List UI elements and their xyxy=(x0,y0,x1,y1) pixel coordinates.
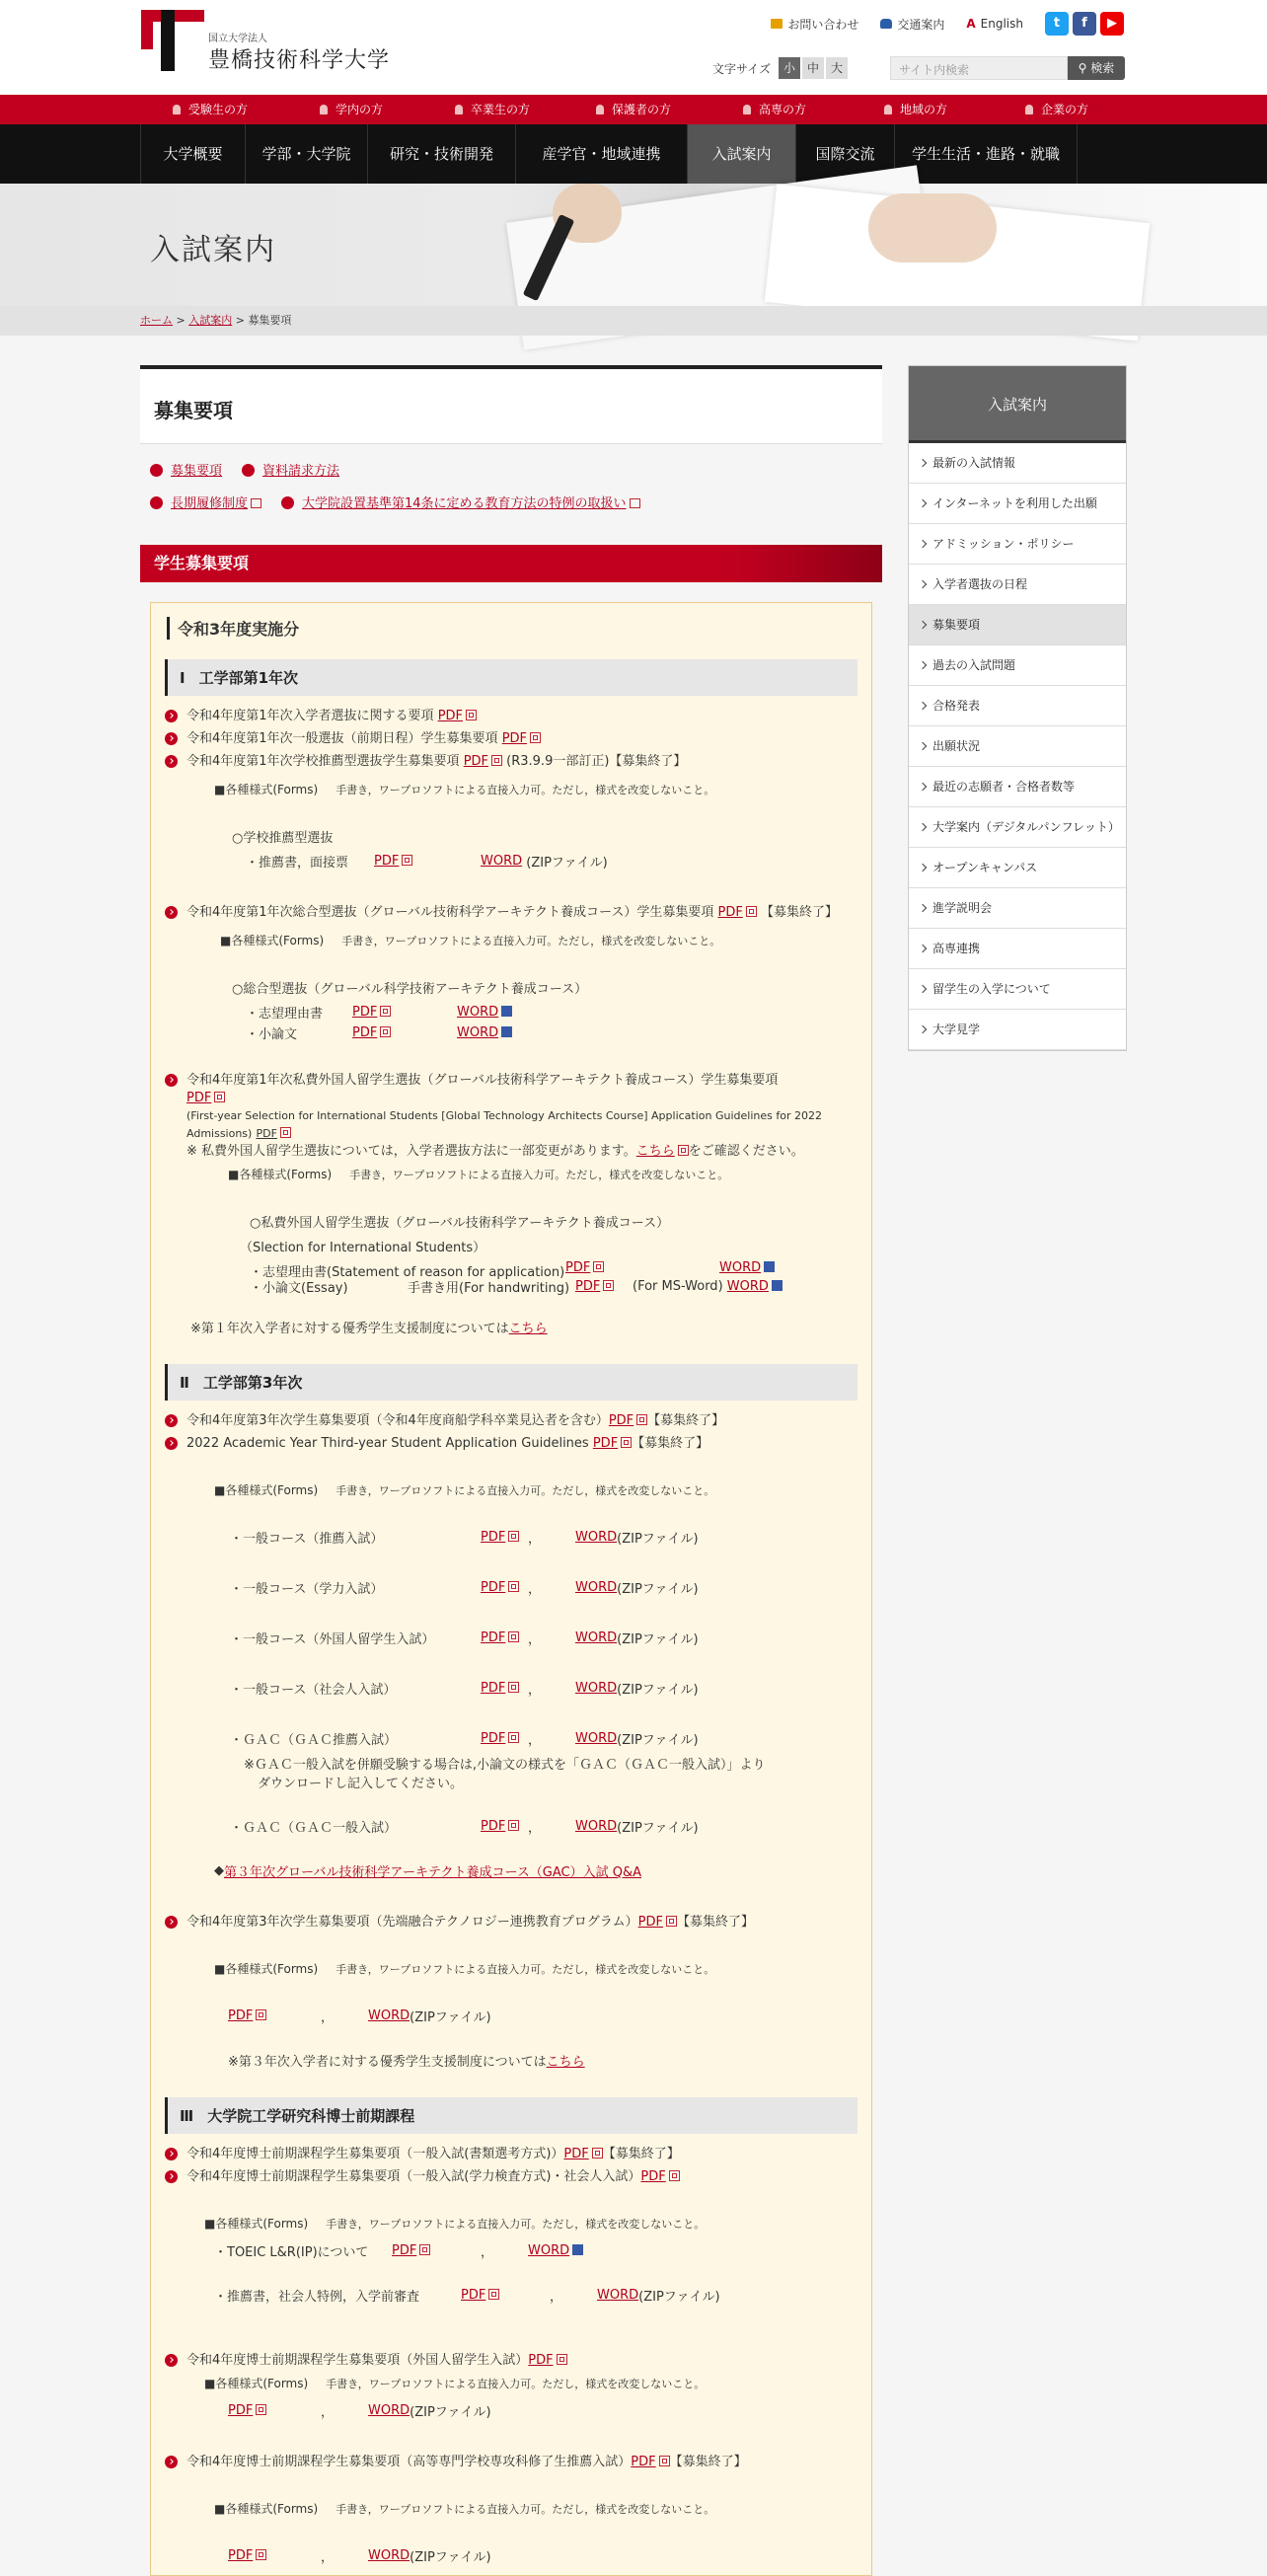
list-item: 令和4年度第1年次一般選抜（前期日程）学生募集要項 PDF xyxy=(165,730,857,748)
sidebar-item[interactable]: 入学者選抜の日程 xyxy=(909,565,1126,605)
form-row xyxy=(565,1260,857,1275)
pdf-link[interactable]: PDF xyxy=(575,1279,633,1294)
sidebar-item[interactable]: オープンキャンパス xyxy=(909,848,1126,888)
forms-note: ■各種様式(Forms) 手書き，ワープロソフトによる直接入力可。ただし，様式を改変しないこと。 xyxy=(204,2217,706,2231)
sidebar-item[interactable]: 高専連携 xyxy=(909,929,1126,969)
support-note: ※第１年次入学者に対する優秀学生支援制度については こちら xyxy=(190,1318,857,1336)
form-row: ・志望理由書 PDF WORD xyxy=(246,1003,857,1022)
course-row: ・一般コース（社会人入試） PDF ， WORD (ZIPファイル) xyxy=(230,1681,699,1698)
section-heading: Ⅲ 大学院工学研究科博士前期課程 xyxy=(165,2097,857,2134)
audience-nav-item[interactable]: 受験生の方 xyxy=(140,95,281,124)
sidebar-title[interactable]: 入試案内 xyxy=(909,366,1126,443)
anchor-link[interactable]: 大学院設置基準第14条に定める教育方法の特例の取扱い xyxy=(281,492,640,511)
gnav-item[interactable]: 国際交流 xyxy=(795,124,894,184)
hero-photo xyxy=(868,193,997,263)
forms-note: ■各種様式(Forms) 手書き，ワープロソフトによる直接入力可。ただし，様式を改変しないこと。 xyxy=(204,2377,706,2390)
audience-nav-item[interactable]: 高専の方 xyxy=(705,95,846,124)
list-item: 令和4年度第1年次学校推薦型選抜学生募集要項 PDF (R3.9.9一部訂正)【募集終了】 xyxy=(165,753,857,771)
form-row: PDF ， WORD (ZIPファイル) xyxy=(228,2008,491,2025)
access-link[interactable]: 交通案内 xyxy=(880,16,944,33)
word-link[interactable]: WORD xyxy=(575,1681,618,1696)
section-heading: Ⅱ 工学部第3年次 xyxy=(165,1364,857,1401)
guidelines-box xyxy=(150,602,872,2576)
form-row: PDF ， WORD (ZIPファイル) xyxy=(228,2548,491,2565)
pdf-link[interactable]: PDF xyxy=(228,2403,321,2418)
sidebar-item[interactable]: 最新の入試情報 xyxy=(909,443,1126,484)
word-link[interactable]: WORD xyxy=(575,1819,618,1834)
pdf-link[interactable]: PDF xyxy=(609,1413,647,1428)
course-note: ダウンロードし記入してください。 xyxy=(258,1777,464,1791)
breadcrumb-current: 募集要項 xyxy=(248,314,292,327)
word-link[interactable]: WORD xyxy=(727,1279,783,1294)
pdf-link[interactable]: PDF xyxy=(565,1260,719,1275)
audience-nav xyxy=(0,95,1267,124)
form-group-label: ○学校推薦型選抜 xyxy=(232,831,334,846)
sidebar-item[interactable]: 出願状況 xyxy=(909,726,1126,767)
pdf-link[interactable]: PDF xyxy=(186,1091,225,1105)
site-header xyxy=(0,0,1267,95)
hero-title: 入試案内 xyxy=(150,233,276,267)
list-item: 令和4年度第3年次学生募集要項（令和4年度商船学科卒業見込者を含む）PDF 【募集終了】 xyxy=(165,1412,857,1430)
word-link[interactable]: WORD xyxy=(575,1630,618,1645)
breadcrumb: ホーム > 入試案内 > 募集要項 xyxy=(0,306,1267,336)
pdf-link[interactable]: PDF xyxy=(392,2243,481,2258)
font-size-small-button[interactable]: 小 xyxy=(779,57,800,79)
kochira-link[interactable]: こちら xyxy=(546,2055,585,2070)
main-content xyxy=(140,365,882,2576)
forms-note: ■各種様式(Forms) 手書き，ワープロソフトによる直接入力可。ただし，様式を改変しないこと。 xyxy=(228,1168,729,1181)
list-item: 2022 Academic Year Third-year Student Application Guidelines PDF 【募集終了】 xyxy=(165,1435,857,1453)
form-row: ・小論文 PDF WORD xyxy=(246,1023,857,1042)
word-link[interactable]: WORD xyxy=(575,1530,618,1545)
list-item: 令和4年度博士前期課程学生募集要項（高等専門学校専攻科修了生推薦入試）PDF 【募集終了】 xyxy=(165,2454,857,2471)
kochira-link[interactable]: こちら xyxy=(508,1322,548,1336)
word-link[interactable]: WORD xyxy=(528,2243,583,2258)
section-heading: Ⅰ 工学部第1年次 xyxy=(165,659,857,696)
anchor-link[interactable]: 資料請求方法 xyxy=(242,460,339,479)
sidebar-item[interactable]: 合格発表 xyxy=(909,686,1126,726)
kochira-link[interactable]: こちら xyxy=(636,1144,689,1159)
hero-banner xyxy=(0,184,1267,306)
pdf-link[interactable]: PDF xyxy=(481,1530,528,1545)
word-link[interactable]: WORD xyxy=(719,1260,775,1275)
gnav-item[interactable]: 大学概要 xyxy=(140,124,245,184)
audience-nav-item[interactable]: 保護者の方 xyxy=(563,95,705,124)
gnav-item[interactable]: 産学官・地域連携 xyxy=(515,124,687,184)
sns-links xyxy=(1045,12,1124,36)
contact-link[interactable]: お問い合わせ xyxy=(771,16,858,33)
word-link[interactable]: WORD xyxy=(481,854,523,869)
pdf-link[interactable]: PDF xyxy=(717,905,756,920)
sidebar-item[interactable]: 大学案内（デジタルパンフレット） xyxy=(909,807,1126,848)
pdf-link[interactable]: PDF xyxy=(461,2288,550,2303)
list-item: 令和4年度博士前期課程学生募集要項（一般入試(書類選考方式)）PDF 【募集終了】 xyxy=(165,2146,857,2163)
pdf-link[interactable]: PDF xyxy=(228,2008,321,2023)
font-size-label: 文字サイズ xyxy=(712,61,772,76)
pdf-link[interactable]: PDF xyxy=(640,2169,679,2184)
gnav-item-active[interactable]: 入試案内 xyxy=(687,124,795,184)
audience-nav-item[interactable]: 学内の方 xyxy=(281,95,422,124)
section-band: 学生募集要項 xyxy=(140,545,882,582)
page-title: 募集要項 xyxy=(140,365,882,444)
pdf-link[interactable]: PDF xyxy=(528,2353,566,2368)
pdf-link[interactable]: PDF xyxy=(352,1025,457,1040)
word-link[interactable]: WORD xyxy=(575,1580,618,1595)
gnav-item[interactable]: 研究・技術開発 xyxy=(367,124,515,184)
pdf-link[interactable]: PDF xyxy=(481,1731,528,1746)
course-row: ・ＧＡＣ（ＧＡＣ一般入試） PDF ， WORD (ZIPファイル) xyxy=(230,1819,699,1836)
gac-qa-link[interactable]: 第３年次グローバル技術科学アーキテクト養成コース（GAC）入試 Q&A xyxy=(224,1865,642,1880)
sidebar-item[interactable]: 進学説明会 xyxy=(909,888,1126,929)
form-row: ・推薦書，面接票 PDF WORD (ZIPファイル) xyxy=(246,854,608,871)
word-link[interactable]: WORD xyxy=(457,1025,512,1040)
pdf-link[interactable]: PDF xyxy=(481,1819,528,1834)
search-icon: ⚲ xyxy=(1078,61,1087,75)
word-link[interactable]: WORD xyxy=(368,2008,410,2023)
youtube-icon[interactable]: ▶ xyxy=(1100,12,1124,36)
forms-note: ■各種様式(Forms) 手書き，ワープロソフトによる直接入力可。ただし，様式を改変しないこと。 xyxy=(214,1962,715,1976)
pdf-link[interactable]: PDF xyxy=(352,1005,457,1020)
anchor-link[interactable]: 募集要項 xyxy=(150,460,222,479)
course-row: ・ＧＡＣ（ＧＡＣ推薦入試） PDF ， WORD (ZIPファイル) xyxy=(230,1731,699,1748)
breadcrumb-section[interactable]: 入試案内 xyxy=(188,314,233,327)
word-link[interactable]: WORD xyxy=(457,1005,512,1020)
sidebar-item-active[interactable]: 募集要項 xyxy=(909,605,1126,645)
gac-qa-link-row: ◆ 第３年次グローバル技術科学アーキテクト養成コース（GAC）入試 Q&A xyxy=(214,1863,642,1880)
list-item: 令和4年度第1年次総合型選抜（グローバル技術科学アーキテクト養成コース）学生募集要項 PDF 【募集終了】 xyxy=(165,904,857,922)
forms-note: ■各種様式(Forms) 手書き，ワープロソフトによる直接入力可。ただし，様式を改変しないこと。 xyxy=(220,934,721,947)
car-icon xyxy=(880,19,892,29)
twitter-icon[interactable]: t xyxy=(1045,12,1069,36)
pdf-link[interactable]: PDF xyxy=(631,2455,669,2469)
form-group-label: （Slection for International Students） xyxy=(240,1241,486,1255)
pdf-link[interactable]: PDF xyxy=(438,709,477,723)
audience-nav-item[interactable]: 地域の方 xyxy=(846,95,987,124)
forms-note: ■各種様式(Forms) 手書き，ワープロソフトによる直接入力可。ただし，様式を改変しないこと。 xyxy=(214,2502,715,2516)
pdf-link[interactable]: PDF xyxy=(481,1580,528,1595)
search-button[interactable]: ⚲ 検索 xyxy=(1068,56,1125,80)
word-link[interactable]: WORD xyxy=(368,2548,410,2563)
logo-mark xyxy=(161,10,175,71)
pdf-link[interactable]: PDF xyxy=(228,2548,321,2563)
list-item: 令和4年度第1年次私費外国人留学生選抜（グローバル技術科学アーキテクト養成コース）学生募集要項 PDF (First-year Selection for International Students [Global Technology Architects Course] Application Guidelines for 2022 Admissions) PDF ※ 私費外国人留学生選抜については，入学者選抜方法に一部変更があります。こちら をご確認ください。 xyxy=(165,1072,857,1161)
form-row: ・推薦書，社会人特例，入学前審査 PDF ， WORD (ZIPファイル) xyxy=(214,2288,720,2305)
pdf-link[interactable]: PDF xyxy=(563,2147,602,2161)
university-type: 国立大学法人 xyxy=(208,34,267,44)
course-note: ※ＧＡＣ一般入試を併願受験する場合は,小論文の様式を「ＧＡＣ（ＧＡＣ一般入試）」より xyxy=(244,1758,766,1773)
anchor-link[interactable]: 長期履修制度 xyxy=(150,492,261,511)
pdf-link[interactable]: PDF xyxy=(481,1630,528,1645)
form-group-label: ○総合型選抜（グローバル科学技術アーキテクト養成コース） xyxy=(232,982,588,997)
list-item: 令和4年度博士前期課程学生募集要項（一般入試(学力検査方式)・社会人入試）PDF xyxy=(165,2168,857,2186)
utility-links xyxy=(771,12,1124,36)
university-name: 豊橋技術科学大学 xyxy=(208,48,391,73)
logo-mark xyxy=(141,10,153,49)
support-note: ※第３年次入学者に対する優秀学生支援制度については こちら xyxy=(228,2051,857,2070)
anchor-links xyxy=(140,444,882,533)
list-item: 令和4年度第1年次入学者選抜に関する要項 PDF xyxy=(165,708,857,725)
course-row: ・一般コース（推薦入試） PDF ， WORD (ZIPファイル) xyxy=(230,1530,699,1547)
pdf-link[interactable]: PDF xyxy=(464,754,502,769)
forms-note: ■各種様式(Forms) 手書き，ワープロソフトによる直接入力可。ただし，様式を改変しないこと。 xyxy=(214,1483,715,1497)
english-a-icon: A xyxy=(966,17,976,31)
pdf-link[interactable]: PDF xyxy=(256,1127,290,1140)
form-row: ・小論文(Essay) 手書き用(For handwriting) PDF (For MS-Word) WORD xyxy=(250,1277,857,1296)
pdf-link[interactable]: PDF xyxy=(593,1436,632,1451)
facebook-icon[interactable]: f xyxy=(1073,12,1096,36)
audience-nav-item[interactable]: 卒業生の方 xyxy=(422,95,563,124)
font-size-switcher xyxy=(712,57,848,79)
sidebar-item[interactable]: 留学生の入学について xyxy=(909,969,1126,1010)
site-search xyxy=(890,56,1125,80)
audience-nav-item[interactable]: 企業の方 xyxy=(987,95,1128,124)
word-link[interactable]: WORD xyxy=(597,2288,639,2303)
pdf-link[interactable]: PDF xyxy=(502,731,541,746)
form-row: ・志望理由書(Statement of reason for application) xyxy=(250,1265,565,1280)
sidebar-item[interactable]: 大学見学 xyxy=(909,1010,1126,1050)
font-size-medium-button[interactable]: 中 xyxy=(802,57,824,79)
gnav-item[interactable]: 学生生活・進路・就職 xyxy=(894,124,1078,184)
gnav-item[interactable]: 学部・大学院 xyxy=(245,124,367,184)
list-item: 令和4年度第3年次学生募集要項（先端融合テクノロジー連携教育プログラム）PDF 【募集終了】 xyxy=(165,1914,857,1932)
pdf-link[interactable]: PDF xyxy=(638,1915,677,1930)
form-group-label: ○私費外国人留学生選抜（グローバル技術科学アーキテクト養成コース） xyxy=(250,1216,670,1231)
sidebar-item[interactable]: インターネットを利用した出願 xyxy=(909,484,1126,524)
sidebar-item[interactable]: 過去の入試問題 xyxy=(909,645,1126,686)
form-row: ・TOEIC L&R(IP)について PDF ， WORD xyxy=(214,2241,857,2260)
year-heading: 令和3年度実施分 xyxy=(167,617,857,640)
breadcrumb-home[interactable]: ホーム xyxy=(140,314,173,327)
university-logo[interactable] xyxy=(141,10,398,73)
mail-icon xyxy=(771,19,783,29)
list-item: 令和4年度博士前期課程学生募集要項（外国人留学生入試）PDF xyxy=(165,2352,857,2370)
search-input[interactable]: サイト内検索 xyxy=(890,56,1068,80)
sidebar xyxy=(908,365,1127,1051)
form-row: PDF ， WORD (ZIPファイル) xyxy=(228,2403,491,2420)
sidebar-item[interactable]: 最近の志願者・合格者数等 xyxy=(909,767,1126,807)
word-link[interactable]: WORD xyxy=(575,1731,618,1746)
font-size-large-button[interactable]: 大 xyxy=(826,57,848,79)
course-row: ・一般コース（学力入試） PDF ， WORD (ZIPファイル) xyxy=(230,1580,699,1597)
word-link[interactable]: WORD xyxy=(368,2403,410,2418)
pdf-link[interactable]: PDF xyxy=(374,854,481,869)
pdf-link[interactable]: PDF xyxy=(481,1681,528,1696)
sidebar-item[interactable]: アドミッション・ポリシー xyxy=(909,524,1126,565)
course-row: ・一般コース（外国人留学生入試） PDF ， WORD (ZIPファイル) xyxy=(230,1630,699,1647)
english-link[interactable]: A English xyxy=(966,17,1023,31)
forms-note: ■各種様式(Forms) 手書き，ワープロソフトによる直接入力可。ただし，様式を改変しないこと。 xyxy=(214,783,715,796)
global-nav xyxy=(0,124,1267,184)
